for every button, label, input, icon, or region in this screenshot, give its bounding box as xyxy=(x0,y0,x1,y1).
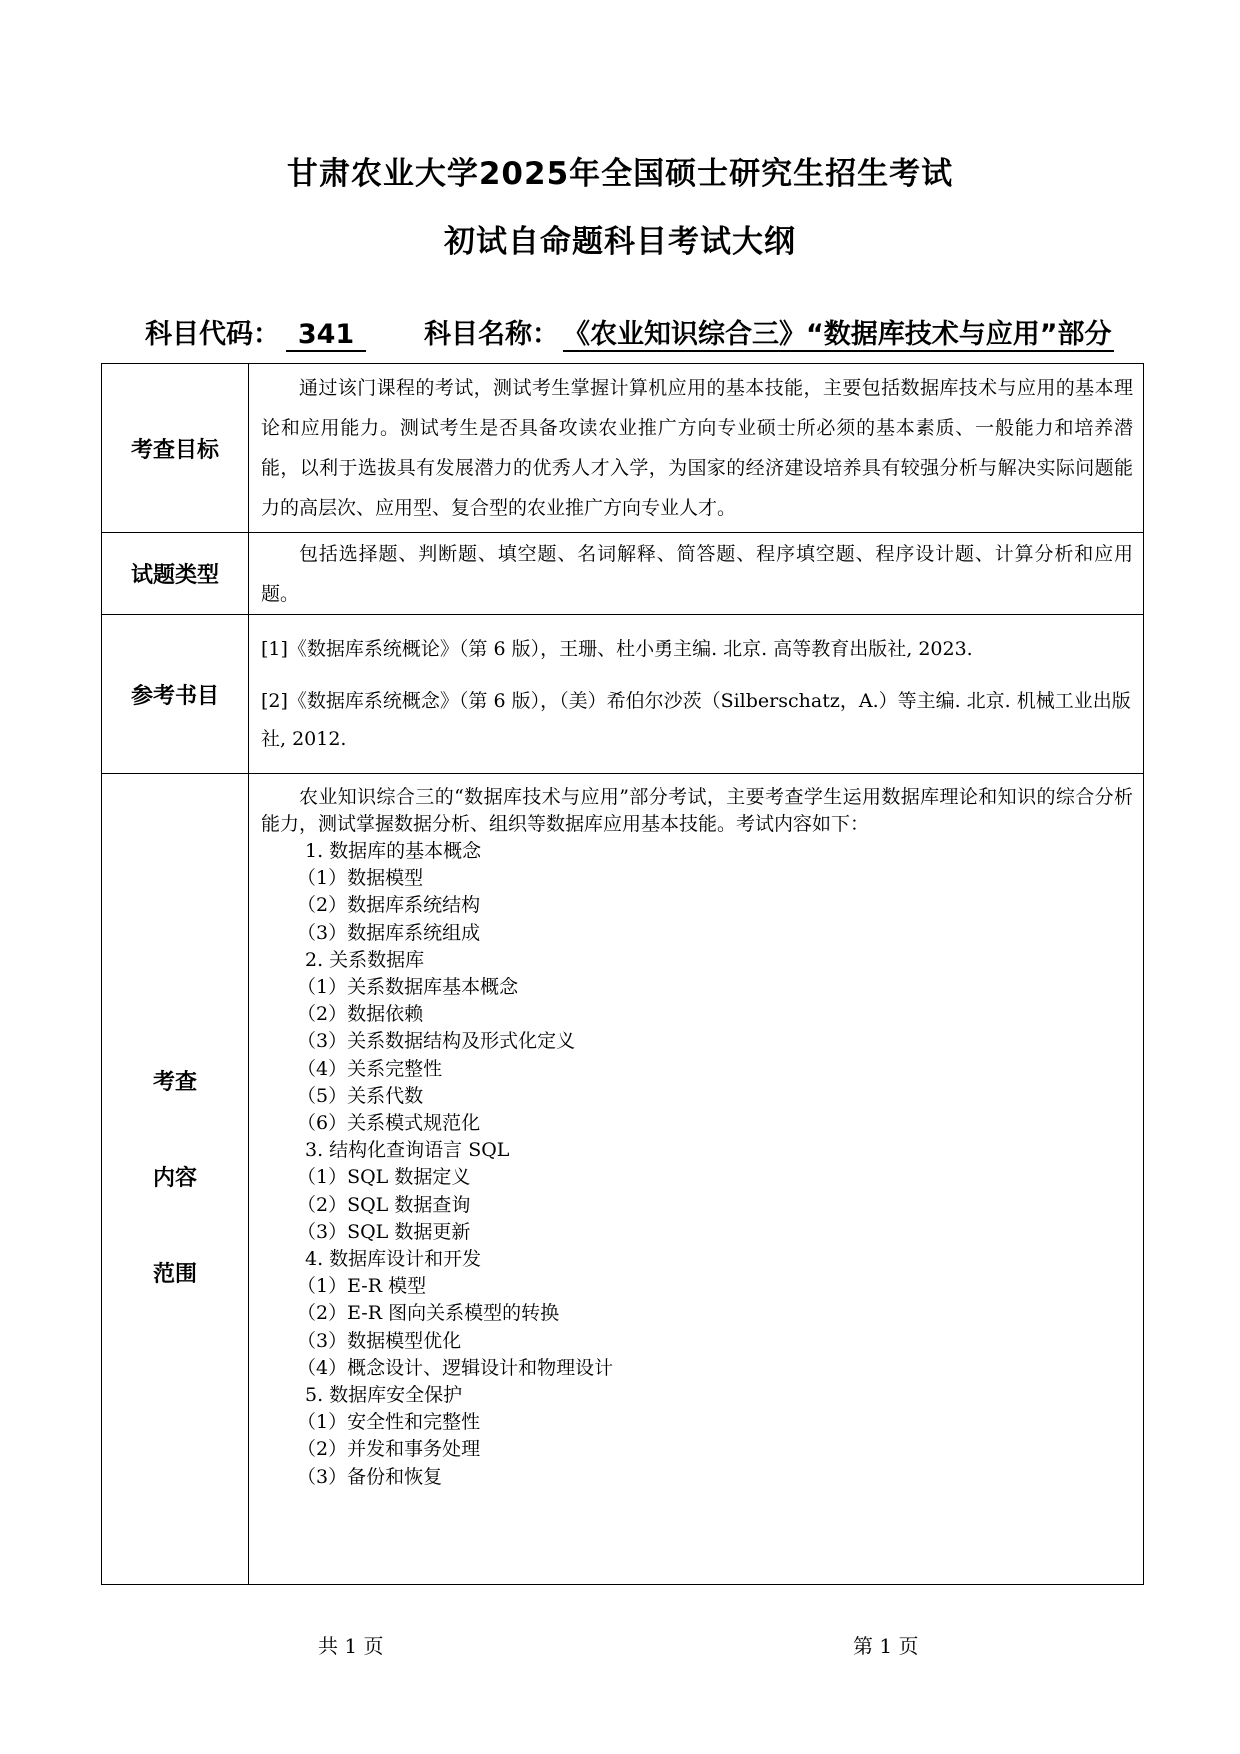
row-scope xyxy=(102,774,1144,1585)
row-question-types xyxy=(102,533,1144,615)
scope-subitem: （1）数据模型 xyxy=(297,867,424,890)
scope-section: 1. 数据库的基本概念 xyxy=(305,840,482,862)
scope-subitem: （2）数据库系统结构 xyxy=(297,894,481,917)
references-label: 参考书目 xyxy=(102,615,249,774)
question-types-cell xyxy=(249,533,1144,615)
scope-cell xyxy=(249,774,1144,1585)
scope-label-line: 范围 xyxy=(152,1262,197,1287)
subject-name-label: 科目名称： xyxy=(424,319,559,350)
total-pages: 共 1 页 xyxy=(318,1634,384,1658)
row-references xyxy=(102,615,1144,774)
subject-code-label: 科目代码： xyxy=(145,319,280,350)
scope-subitem: （3）关系数据结构及形式化定义 xyxy=(297,1030,576,1053)
scope-subitem: （3）备份和恢复 xyxy=(297,1465,443,1488)
objective-label: 考查目标 xyxy=(102,364,249,533)
reference-item: [1]《数据库系统概论》（第 6 版），王珊、杜小勇主编. 北京. 高等教育出版社, 2023. xyxy=(261,638,973,660)
scope-section: 3. 结构化查询语言 SQL xyxy=(305,1139,510,1162)
scope-subitem: （2）数据依赖 xyxy=(297,1003,424,1026)
document-subtitle: 初试自命题科目考试大纲 xyxy=(444,224,796,260)
document-title: 甘肃农业大学2025年全国硕士研究生招生考试 xyxy=(286,156,954,192)
scope-subitem: （1）关系数据库基本概念 xyxy=(297,976,519,999)
scope-subitem: （3）SQL 数据更新 xyxy=(297,1220,471,1243)
scope-subitem: （6）关系模式规范化 xyxy=(297,1112,481,1135)
scope-subitem: （2）并发和事务处理 xyxy=(297,1438,481,1461)
question-types-text: 包括选择题、判断题、填空题、名词解释、简答题、程序填空题、程序设计题、计算分析和应用题。 xyxy=(261,542,1133,605)
scope-label xyxy=(102,774,249,1585)
page-number: 第 1 页 xyxy=(853,1634,919,1658)
reference-item: [2]《数据库系统概念》（第 6 版），（美）希伯尔沙茨（Silberschatz，A.）等主编. 北京. 机械工业出版社, 2012. xyxy=(261,690,1131,750)
scope-subitem: （4）关系完整性 xyxy=(297,1057,443,1080)
scope-list xyxy=(261,838,1133,1491)
scope-subitem: （4）概念设计、逻辑设计和物理设计 xyxy=(297,1356,614,1379)
scope-subitem: （1）E-R 模型 xyxy=(297,1275,427,1298)
scope-section: 4. 数据库设计和开发 xyxy=(305,1248,482,1271)
scope-subitem: （3）数据模型优化 xyxy=(297,1329,462,1352)
scope-section: 2. 关系数据库 xyxy=(305,948,425,971)
scope-label-line: 考查 xyxy=(152,1070,197,1095)
syllabus-table xyxy=(101,363,1144,1585)
question-types-label: 试题类型 xyxy=(102,533,249,615)
scope-subitem: （1）安全性和完整性 xyxy=(297,1411,481,1434)
subject-line xyxy=(145,312,1145,352)
scope-section: 5. 数据库安全保护 xyxy=(305,1384,463,1407)
scope-subitem: （2）SQL 数据查询 xyxy=(297,1193,471,1216)
scope-subitem: （1）SQL 数据定义 xyxy=(297,1166,471,1189)
scope-subitem: （2）E-R 图向关系模型的转换 xyxy=(297,1302,560,1325)
subject-name: 《农业知识综合三》“数据库技术与应用”部分 xyxy=(563,319,1114,352)
references-cell xyxy=(249,615,1144,774)
scope-intro: 农业知识综合三的“数据库技术与应用”部分考试，主要考查学生运用数据库理论和知识的综合分析能力，测试掌握数据分析、组织等数据库应用基本技能。考试内容如下： xyxy=(261,786,1133,835)
scope-subitem: （3）数据库系统组成 xyxy=(297,921,481,944)
objective-cell xyxy=(249,364,1144,533)
objective-text: 通过该门课程的考试，测试考生掌握计算机应用的基本技能，主要包括数据库技术与应用的基本理论和应用能力。测试考生是否具备攻读农业推广方向专业硕士所必须的基本素质、一般能力和培养潜能，以利于选拔具有发展潜力的优秀人才入学，为国家的经济建设培养具有较强分析与解决实际问题能力的高层次、应用型、复合型的农业推广方向专业人才。 xyxy=(261,377,1133,519)
row-objective xyxy=(102,364,1144,533)
subject-code: 341 xyxy=(286,319,366,352)
scope-subitem: （5）关系代数 xyxy=(297,1084,424,1107)
scope-label-line: 内容 xyxy=(152,1166,197,1191)
